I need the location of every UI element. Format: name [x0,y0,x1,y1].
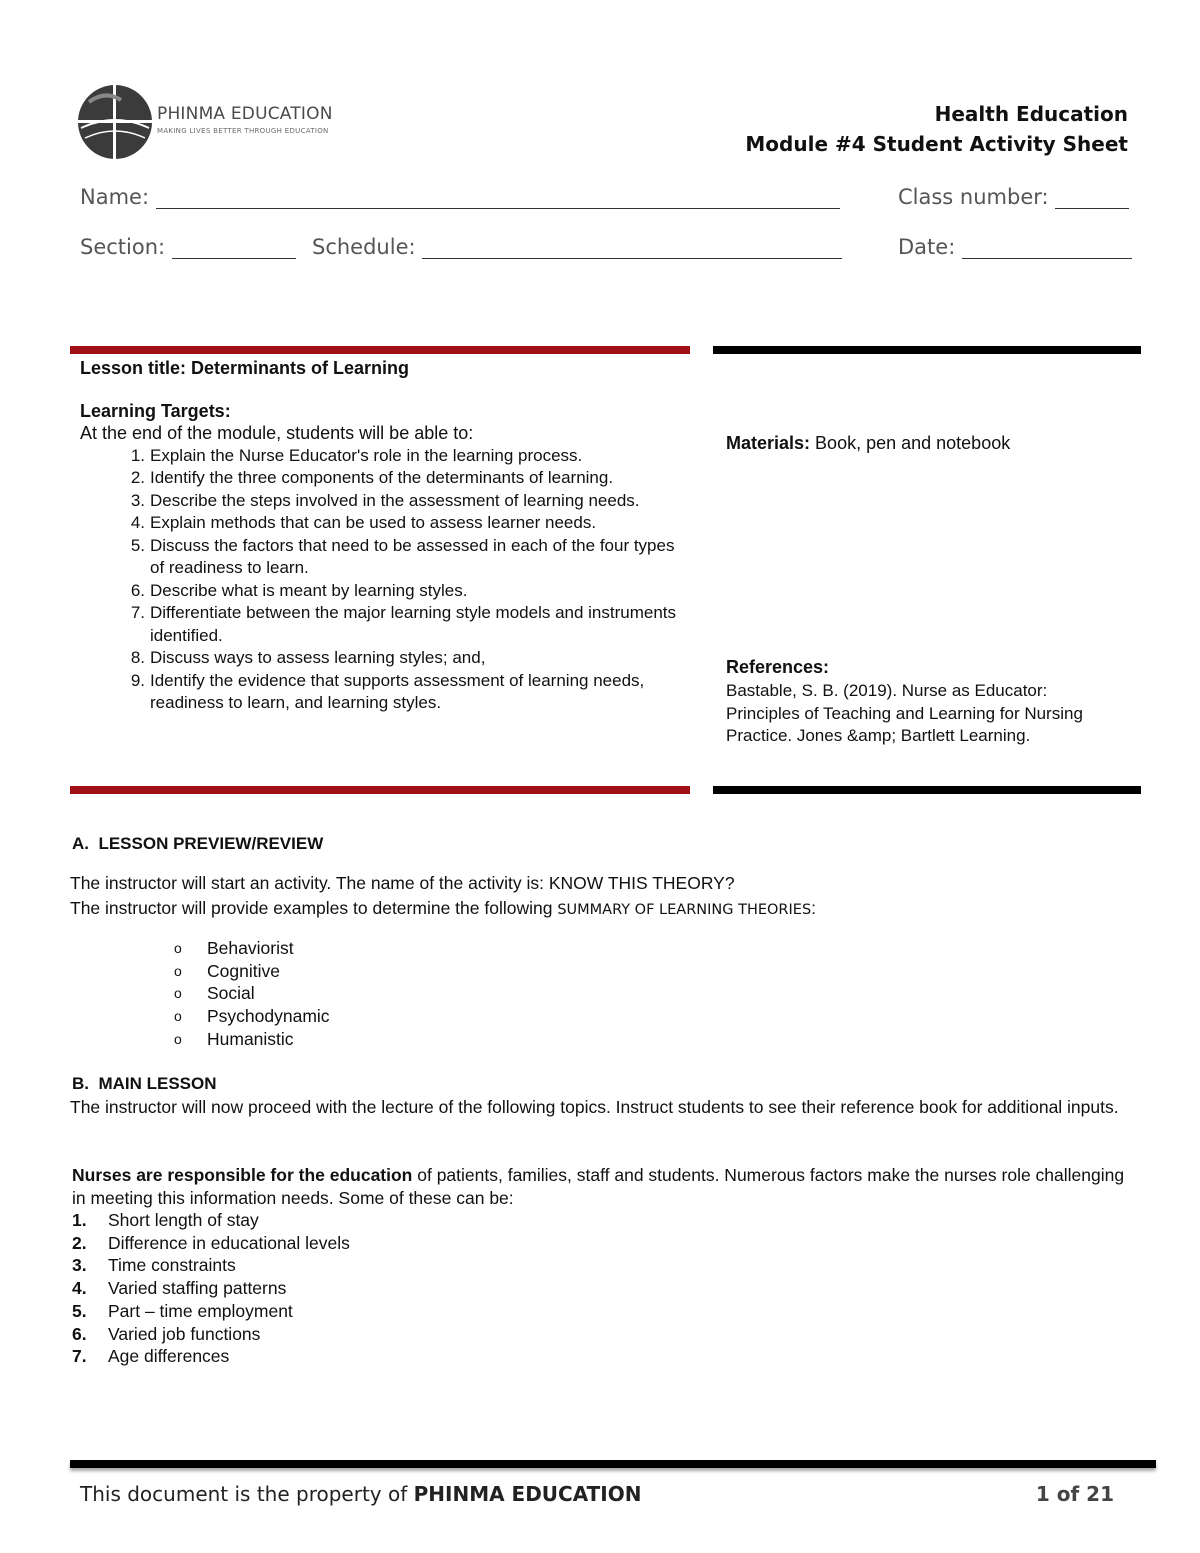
factor-item [72,1345,672,1368]
learning-target-text: Discuss the factors that need to be assessed in each of the four types of readiness to learn. [150,535,675,577]
theory-text: Behaviorist [207,938,294,958]
footer-owner: PHINMA EDUCATION [413,1482,642,1506]
learning-targets-heading: Learning Targets: [80,400,231,421]
factor-number: 3. [72,1255,87,1276]
learning-target-text: Differentiate between the major learning style models and instruments identified. [150,603,677,645]
factor-item [72,1277,672,1300]
learning-target-number: 8. [130,648,145,667]
theory-text: Psychodynamic [207,1006,330,1027]
section-a-line2-suffix: : [811,898,817,918]
factor-number: 7. [72,1346,87,1367]
factor-text: Varied staffing patterns [108,1278,287,1299]
learning-target-item [80,580,680,603]
circle-bullet-icon: o [174,1030,182,1047]
materials-label: Materials: [726,433,811,453]
factor-number: 2. [72,1232,87,1253]
theory-item [70,1028,670,1051]
circle-bullet-icon: o [174,940,182,956]
footer-rule [70,1460,1156,1468]
learning-target-text: Explain the Nurse Educator's role in the learning process. [150,445,583,465]
right-bottom-rule [713,786,1141,794]
learning-target-text: Identify the three components of the determinants of learning. [150,468,614,487]
learning-target-number: 5. [130,535,145,555]
section-a-line2-caps: SUMMARY OF LEARNING THEORIES [557,902,812,918]
factor-number: 5. [72,1300,87,1321]
sheet-title: Module #4 Student Activity Sheet [745,132,1128,156]
footer-ownership [80,1482,641,1506]
schedule-blank[interactable] [422,240,842,259]
logo-name: PHINMA EDUCATION [157,104,333,124]
learning-target-number: 4. [130,513,145,532]
factor-number: 4. [72,1278,87,1299]
learning-theories-list [70,937,670,1051]
factor-text: Short length of stay [108,1210,259,1230]
page-number: 1 of 21 [1035,1482,1114,1506]
circle-bullet-icon: o [174,1008,182,1025]
learning-target-number: 9. [130,670,145,690]
section-a-line1: The instructor will start an activity. The name of the activity is: KNOW THIS THEORY? [70,873,735,893]
section-b-heading: B. MAIN LESSON [72,1074,217,1093]
references-label: References: [726,657,830,677]
theory-text: Humanistic [207,1028,294,1049]
factor-item [72,1232,672,1255]
name-field[interactable] [80,185,840,209]
factor-text: Time constraints [108,1255,236,1276]
lesson-left-column [80,357,680,715]
factor-item [72,1209,672,1232]
factor-text: Age differences [108,1346,230,1367]
schedule-field[interactable] [312,235,842,259]
theory-item [70,937,670,960]
lesson-title: Lesson title: Determinants of Learning [80,358,410,378]
date-field[interactable] [898,235,1132,259]
logo-tagline: MAKING LIVES BETTER THROUGH EDUCATION [157,127,329,135]
left-top-rule [70,346,690,354]
class-number-blank[interactable] [1055,190,1129,209]
learning-target-item [80,490,680,513]
factor-text: Part – time employment [108,1300,293,1321]
learning-target-text: Explain methods that can be used to assess learner needs. [150,513,597,532]
learning-target-item [80,535,680,580]
phinma-logo [75,82,355,162]
circle-bullet-icon: o [174,962,182,979]
factor-number: 6. [72,1323,87,1344]
factor-number: 1. [72,1210,87,1230]
phinma-globe-icon [75,82,155,162]
learning-targets-list [80,445,680,715]
learning-target-number: 1. [130,445,145,465]
theory-text: Cognitive [207,960,280,981]
learning-target-number: 2. [130,468,145,487]
section-label: Section: [80,235,166,259]
section-a-line2 [70,897,816,922]
section-a-line2-prefix: The instructor will provide examples to determine the following [70,898,558,918]
theory-item [70,982,670,1005]
factor-item [72,1254,672,1277]
references-text: Bastable, S. B. (2019). Nurse as Educator: Principles of Teaching and Learning for Nursing Practice. Jones &amp; Bartlett Learning. [726,681,1083,745]
section-b-paragraph-rest: of patients, families, staff and students. Numerous factors make the nurses role challenging in meeting this information needs. Some of these can be: [72,1165,1125,1208]
section-a-heading: A. LESSON PREVIEW/REVIEW [72,834,324,853]
left-bottom-rule [70,786,690,794]
learning-target-item [80,467,680,490]
challenge-factors-list [72,1209,672,1368]
theory-text: Social [207,983,255,1004]
class-number-field[interactable] [898,185,1129,209]
learning-target-item [80,602,680,647]
learning-targets-intro: At the end of the module, students will be able to: [80,423,474,443]
name-label: Name: [80,185,150,209]
factor-text: Difference in educational levels [108,1232,350,1253]
learning-target-text: Discuss ways to assess learning styles; and, [150,648,486,667]
factor-text: Varied job functions [108,1323,261,1344]
learning-target-item [80,512,680,535]
section-blank[interactable] [172,240,296,259]
date-label: Date: [898,235,956,259]
right-top-rule [713,346,1141,354]
factor-item [72,1323,672,1346]
name-blank[interactable] [156,190,840,209]
date-blank[interactable] [962,240,1132,259]
learning-target-text: Describe the steps involved in the assessment of learning needs. [150,490,640,510]
course-title: Health Education [934,102,1128,126]
footer-prefix: This document is the property of [80,1482,414,1506]
section-b-intro: The instructor will now proceed with the lecture of the following topics. Instruct students to see their reference book for additional inputs. [70,1097,1119,1117]
learning-target-number: 6. [130,580,145,600]
learning-target-text: Identify the evidence that supports assessment of learning needs, readiness to learn, and learning styles. [150,670,645,712]
learning-target-number: 3. [130,490,145,510]
learning-target-item [80,670,680,715]
materials-text: Book, pen and notebook [810,433,1011,453]
theory-item [70,1005,670,1028]
circle-bullet-icon: o [174,985,182,1002]
learning-target-item [80,445,680,468]
schedule-label: Schedule: [312,235,416,259]
learning-target-text: Describe what is meant by learning styles. [150,580,468,600]
factor-item [72,1300,672,1323]
learning-target-item [80,647,680,670]
section-field[interactable] [80,235,296,259]
section-b-paragraph [72,1164,1132,1209]
class-number-label: Class number: [898,185,1049,209]
learning-target-number: 7. [130,603,145,622]
theory-item [70,960,670,983]
materials [726,432,1106,455]
section-b-paragraph-bold: Nurses are responsible for the education [72,1165,413,1185]
